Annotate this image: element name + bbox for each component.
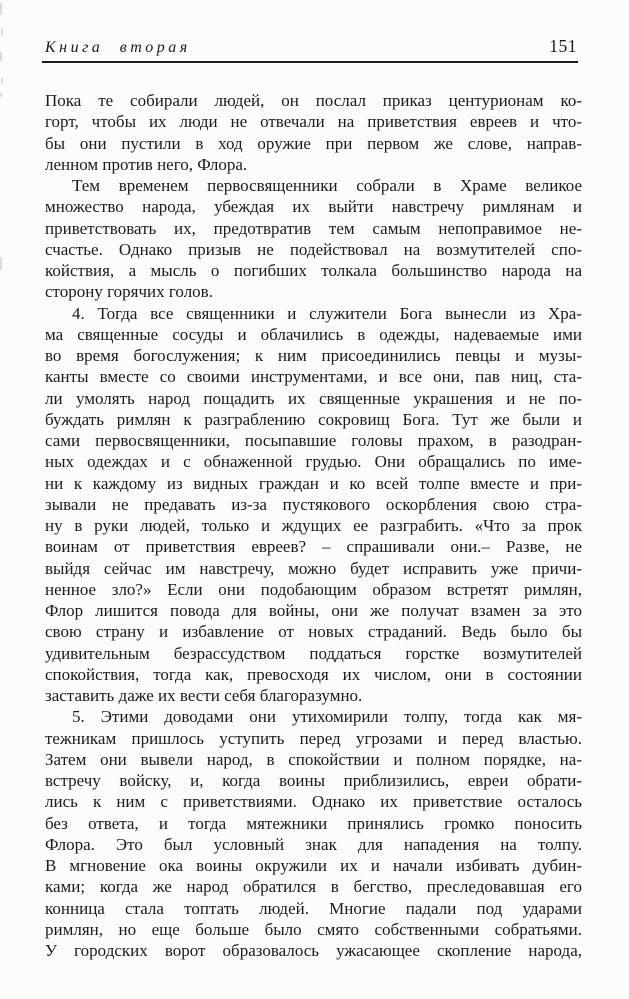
text-line: сторону горячих голов.: [45, 282, 213, 302]
text-line: зывали не предавать из-за пустякового оскорбления свою стра-: [45, 494, 582, 514]
body-text: [45, 90, 582, 961]
text-line: Флор лишится повода для войны, они же получат взамен за это: [45, 601, 582, 620]
text-line: ли умолять народ пощадить их священные украшения и не по-: [45, 388, 582, 408]
scan-artifact: [1, 78, 3, 83]
text-line: Затем они вывели народ, в спокойствии и полном порядке, на-: [45, 749, 582, 769]
text-line: буждать римлян к разграблению сокровищ Бога. Тут же были и: [45, 409, 582, 429]
text-line: Пока те собирали людей, он послал приказ центурионам ко-: [45, 91, 582, 110]
running-title: Книга вторая: [45, 39, 191, 56]
text-line: без ответа, и тогда мятежники принялись громко поносить: [45, 813, 582, 833]
text-line: канты вместе со своими инструментами, и все они, пав ниц, ста-: [45, 367, 582, 387]
text-line: воинам от приветствия евреев? – спрашивали они.– Разве, не: [45, 537, 582, 557]
text-line: койствия, а мысль о погибших толкала большинство народа на: [45, 261, 582, 280]
text-line: приветствовать их, предотвратив тем самым непоправимое не-: [45, 218, 582, 238]
text-line: 4. Тогда все священники и служители Бога вынесли из Хра-: [72, 303, 582, 323]
text-line: ни к каждому из видных граждан и ко всей толпе вместе и при-: [45, 473, 582, 493]
text-line: Флора. Это был условный знак для нападения на толпу.: [45, 834, 582, 854]
text-line: выйдя сейчас им навстречу, можно будет исправить уже причи-: [45, 558, 582, 578]
text-line: ненное зло?» Если они подобающим образом встретят римлян,: [45, 579, 582, 599]
scan-artifact: [0, 3, 2, 15]
text-line: ленном против него, Флора.: [45, 154, 248, 174]
text-line: сами первосвященники, посыпавшие головы прахом, в разодран-: [45, 431, 582, 450]
scan-artifact: [0, 93, 2, 97]
text-line: множество народа, убеждая их выйти навстречу римлянам и: [45, 197, 582, 217]
text-line: удивительным безрассудством поддаться горстке возмутителей: [45, 643, 582, 663]
text-line: свою страну и избавление от новых страданий. Ведь было бы: [45, 622, 582, 642]
scan-artifact: [1, 28, 3, 35]
text-line: ками; когда же народ обратился в бегство, преследовавшая его: [45, 877, 582, 897]
text-line: спокойствия, тогда как, превосходя их числом, они в состоянии: [45, 664, 582, 684]
text-line: В мгновение ока воины окружили их и начали избивать дубин-: [45, 856, 582, 875]
text-line: римлян, но еще больше было смято собственными собратьями.: [45, 919, 582, 939]
text-line: счастье. Однако призыв не подействовал на возмутителей спо-: [45, 239, 582, 259]
text-line: ных одеждах и с обнаженной грудью. Они обращались по име-: [45, 452, 582, 472]
scan-artifact: [0, 257, 2, 270]
header-rule: [42, 61, 578, 63]
text-line: лись к ним с приветствиями. Однако их приветствие осталось: [45, 792, 582, 812]
text-line: бы они пустили в ход оружие при первом же слове, направ-: [45, 133, 582, 153]
text-line: горт, чтобы их люди не отвечали на приветствия евреев и что-: [45, 112, 582, 132]
text-line: заставить даже их вести себя благоразумно.: [45, 686, 363, 705]
page-number: 151: [549, 36, 577, 56]
text-line: встречу войску, и, когда воины приблизились, евреи обрати-: [45, 771, 582, 790]
text-line: У городских ворот образовалось ужасающее скопление народа,: [45, 941, 582, 960]
text-line: ма священные сосуды и облачились в одежды, надеваемые ими: [45, 324, 582, 344]
text-line: 5. Этими доводами они утихомирили толпу, тогда как мя-: [72, 707, 582, 727]
text-line: тежникам пришлось уступить перед угрозами и перед властью.: [45, 728, 582, 748]
text-line: ну в руки людей, только и ждущих ее разграбить. «Что за прок: [45, 516, 582, 535]
running-header: [45, 36, 577, 57]
text-line: конница стала топтать людей. Многие падали под ударами: [45, 898, 582, 918]
text-line: Тем временем первосвященники собрали в Храме великое: [72, 176, 582, 195]
scan-artifact: [0, 52, 2, 61]
text-line: во время богослужения; к ним присоединились певцы и музы-: [45, 346, 582, 365]
